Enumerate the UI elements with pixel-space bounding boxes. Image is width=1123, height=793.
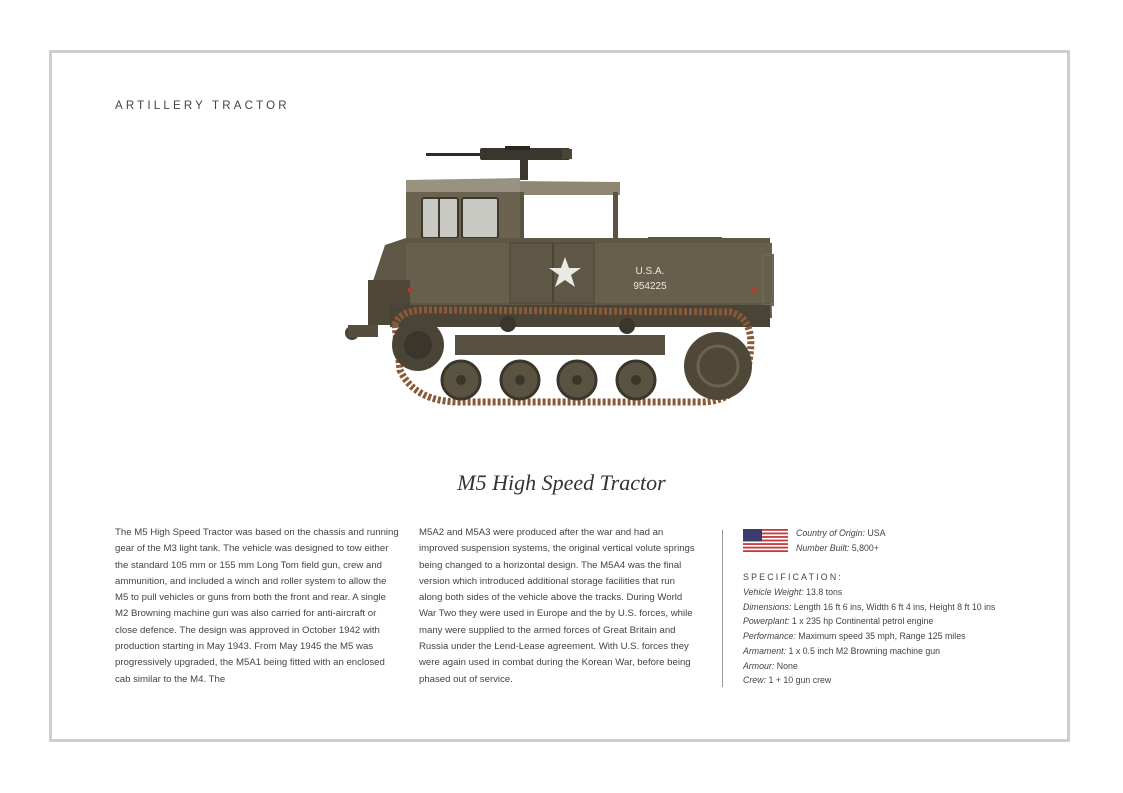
origin-info — [796, 526, 885, 555]
built-value: 5,800+ — [851, 542, 879, 553]
specification-heading: SPECIFICATION: — [743, 572, 844, 582]
spec-weight — [743, 585, 995, 600]
spec-value: Length 16 ft 6 ins, Width 6 ft 4 ins, Height 8 ft 10 ins — [793, 601, 996, 612]
spec-label: Crew: — [743, 675, 766, 686]
country-value: USA — [867, 528, 886, 538]
m5-tractor-illustration — [340, 140, 785, 410]
hull-marking-line2: 954225 — [633, 281, 667, 292]
hull-marking-line1: U.S.A. — [635, 266, 665, 277]
spec-dimensions — [743, 600, 995, 615]
spec-crew — [743, 673, 995, 688]
spec-label: Vehicle Weight: — [743, 587, 804, 597]
spec-label: Dimensions: — [743, 601, 792, 612]
spec-label: Armament: — [743, 645, 787, 656]
spec-powerplant — [743, 614, 995, 629]
spec-armour — [743, 659, 995, 674]
category-label: ARTILLERY TRACTOR — [115, 100, 290, 112]
built-label: Number Built: — [796, 542, 850, 553]
country-of-origin — [796, 526, 885, 541]
spec-value: Maximum speed 35 mph, Range 125 miles — [798, 631, 966, 642]
spec-value: 13.8 tons — [806, 587, 843, 597]
spec-value: None — [776, 660, 798, 671]
spec-performance — [743, 629, 995, 644]
machine-gun-icon — [426, 146, 572, 180]
spec-label: Armour: — [743, 660, 775, 671]
poster-title: M5 High Speed Tractor — [457, 470, 666, 495]
country-label: Country of Origin: — [796, 528, 865, 538]
column-divider — [722, 530, 723, 687]
spec-armament — [743, 644, 995, 659]
spec-value: 1 x 235 hp Continental petrol engine — [791, 616, 934, 627]
spec-label: Powerplant: — [743, 616, 790, 627]
spec-value: 1 x 0.5 inch M2 Browning machine gun — [788, 645, 941, 656]
description-column-1: The M5 High Speed Tractor was based on the chassis and running gear of the M3 light tank. The vehicle was designed to tow either the standard 105 mm or 155 mm Long Tom field gun, crew and ammunition, and included a winch and roller system to allow the M5 to pull vehicles or guns from both the front and rear. A single M2 Browning machine gun was also carried for anti-aircraft or close defence. The design was approved in October 1942 with production starting in May 1943. From May 1945 the M5 was progressively upgraded, the M5A1 being fitted with an enclosed cab similar to the M4. The — [115, 527, 399, 685]
description-column-2: M5A2 and M5A3 were produced after the war and had an improved suspension systems, the original vertical volute springs being changed to a horizontal design. The M5A4 was the final version which introduced additional storage facilities that run along both sides of the vehicle above the tracks. During World War Two they were used in Europe and the by U.S. forces, while many were supplied to the armed forces of Great Britain and Russia under the Lend-Lease agreement. With U.S. forces they were again used in combat during the Korean War, before being phased out of service. — [419, 527, 695, 685]
usa-flag-icon — [743, 529, 788, 552]
spec-label: Performance: — [743, 631, 796, 642]
specification-list — [743, 585, 995, 688]
number-built — [796, 541, 885, 556]
spec-value: 1 + 10 gun crew — [768, 675, 832, 686]
